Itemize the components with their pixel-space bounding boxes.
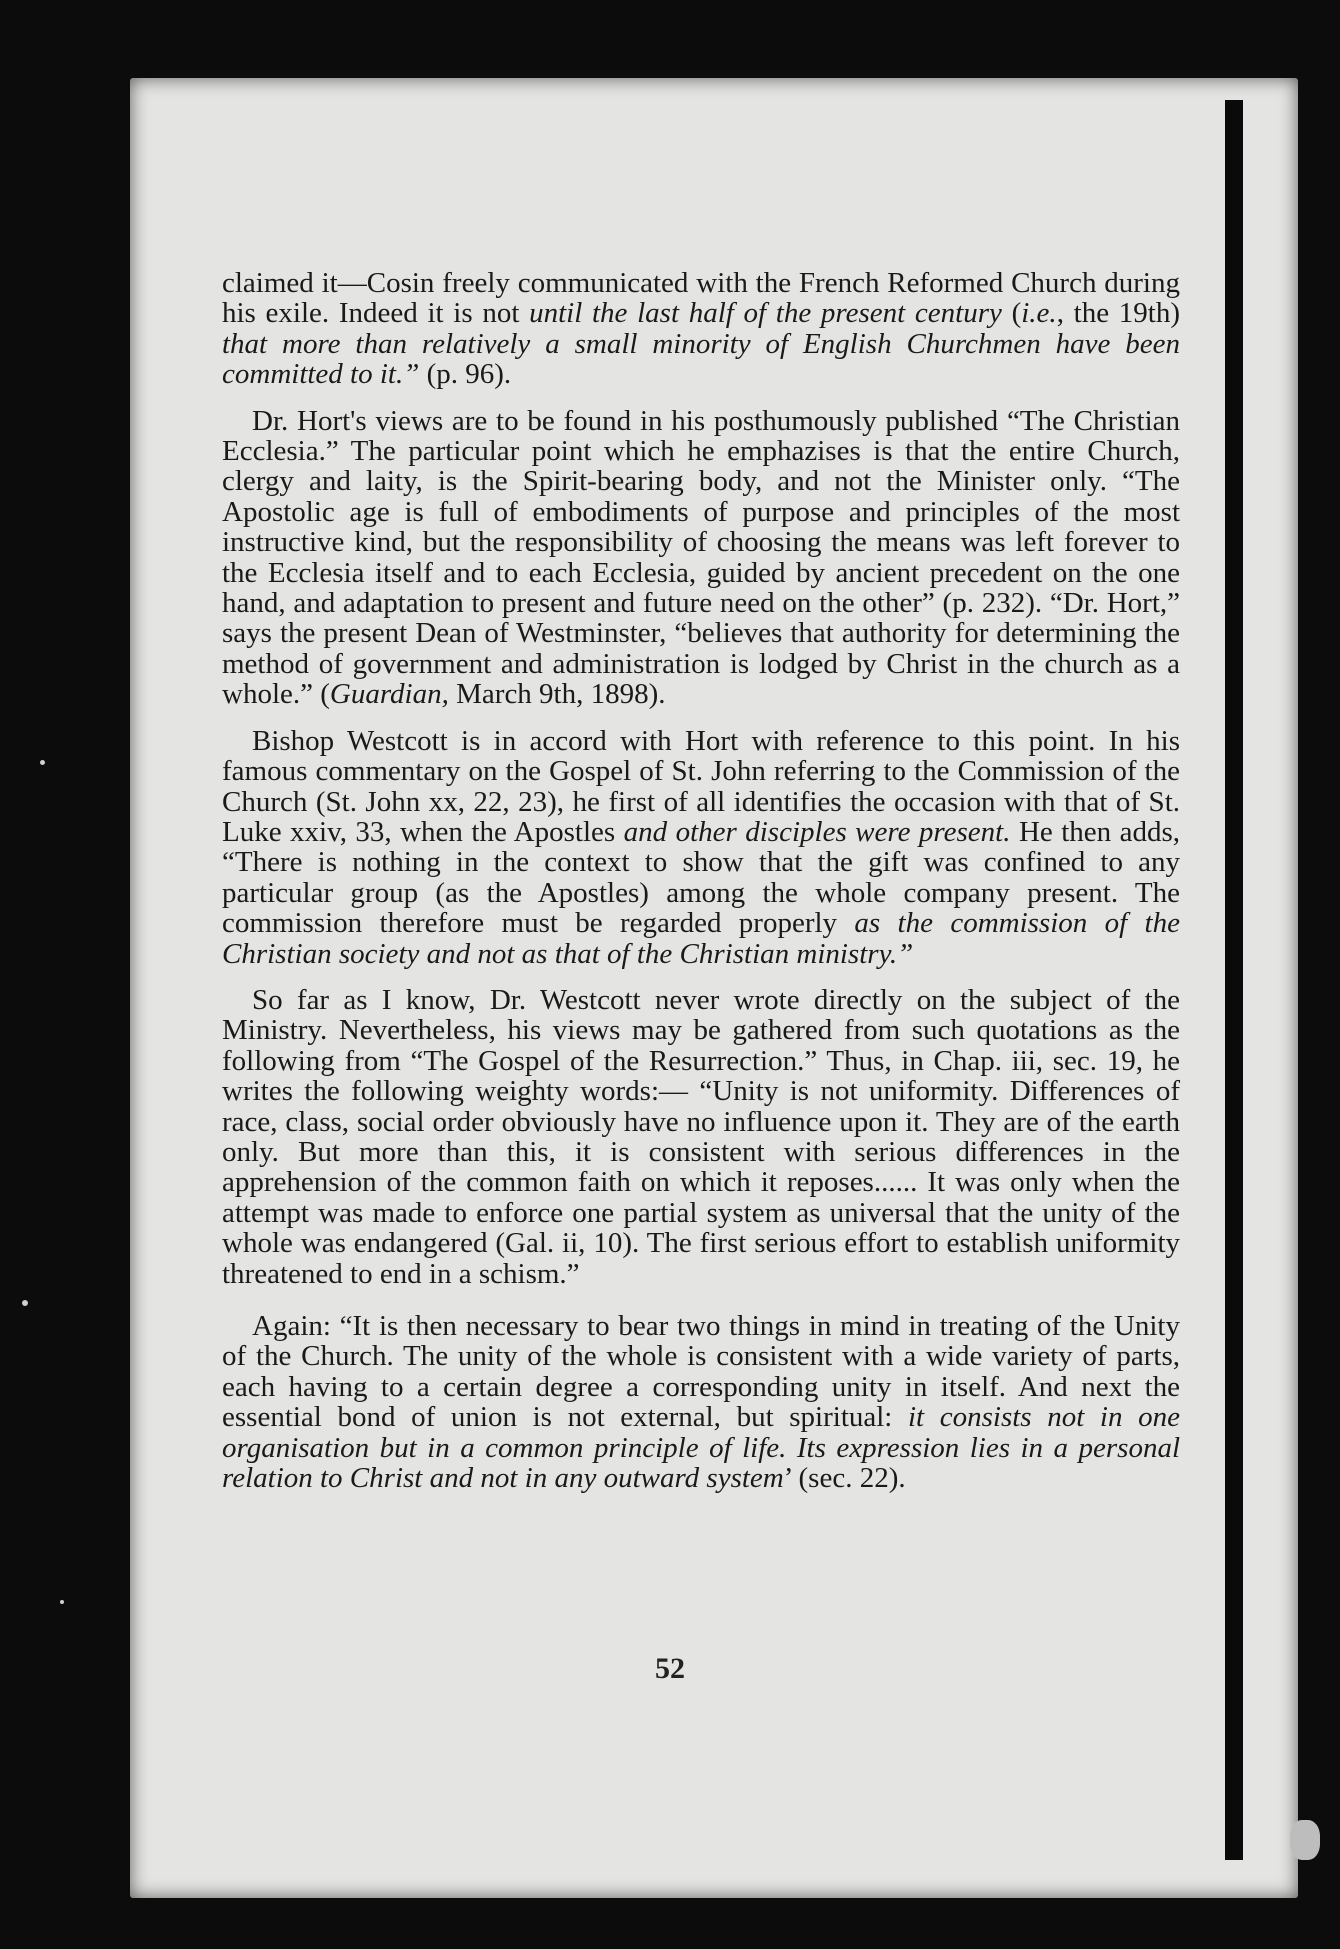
page-number: 52: [655, 1652, 685, 1685]
text-run: He then adds, “There is nothing in the context to show that the gift was confined to any particular group (as the Apostles) among the whole company present. The commission therefore must be regarded properly: [222, 815, 1180, 940]
italic-run: that more than relatively a small minority of English Churchmen have been committed to it.”: [222, 327, 1180, 391]
dust-speck: [40, 760, 45, 765]
text-run: (: [1001, 297, 1022, 330]
italic-run: it consists not in one organisation but in a common principle of life. Its expression lies in a personal relation to Christ and not in any outward system: [222, 1401, 1180, 1495]
body-text: [222, 268, 1180, 1493]
text-run: Dr. Hort's views are to be found in his posthumously published “The Christian Ecclesia.” The particular point which he emphazises is that the entire Church, clergy and laity, is the Spirit-bearing body, and not the Minister only. “The Apostolic age is full of embodiments of purpose and principles of the most instructive kind, but the responsibility of choosing the means was left forever to the Ecclesia itself and to each Ecclesia, guided by ancient precedent on the one hand, and adaptation to present and future need on the other” (p. 232). “Dr. Hort,” says the present Dean of Westminster, “believes that authority for determining the method of government and administration is lodged by Christ in the church as a whole.” (: [222, 404, 1180, 711]
italic-run: i.e.: [1021, 297, 1057, 330]
text-run: ’ (sec. 22).: [783, 1462, 906, 1495]
text-run: , the 19th): [1056, 297, 1180, 330]
dust-speck: [22, 1300, 28, 1306]
text-run: Bishop Westcott is in accord with Hort with reference to this point. In his famous commentary on the Gospel of St. John referring to the Commission of the Church (St. John xx, 22, 23), he first of all identifies the occasion with that of St. Luke xxiv, 33, when the Apostles: [222, 724, 1180, 848]
dust-speck: [60, 1600, 64, 1604]
text-run: claimed it—Cosin freely communicated with the French Reformed Church during his exile. Indeed it is not: [222, 267, 1180, 330]
paragraph: [222, 985, 1180, 1289]
italic-run: as the commission of the Christian society and not as that of the Christian ministry.”: [222, 907, 1180, 970]
text-run: Again: “It is then necessary to bear two things in mind in treating of the Unity of the Church. The unity of the whole is consistent with a wide variety of parts, each having to a certain degree a corresponding unity in itself. And next the essential bond of union is not external, but spiritual:: [222, 1310, 1180, 1434]
paragraph: [222, 1311, 1180, 1493]
paragraph: [222, 726, 1180, 969]
paragraph: [222, 406, 1180, 710]
facing-page-edge: [1225, 100, 1243, 1860]
italic-run: Guardian,: [329, 678, 449, 711]
dust-speck: [1290, 1820, 1320, 1860]
text-run: So far as I know, Dr. Westcott never wrote directly on the subject of the Ministry. Nevertheless, his views may be gathered from such quotations as the following from “The Gospel of the Resurrection.” Thus, in Chap. iii, sec. 19, he writes the following weighty words:— “Unity is not uniformity. Differences of race, class, social order obviously have no influence upon it. They are of the earth only. But more than this, it is consistent with serious differences in the apprehension of the common faith on which it reposes...... It was only when the attempt was made to enforce one partial system as universal that the unity of the whole was endangered (Gal. ii, 10). The first serious effort to establish uniformity threatened to end in a schism.”: [222, 983, 1180, 1290]
paragraph: [222, 268, 1180, 390]
text-run: March 9th, 1898).: [448, 678, 666, 711]
italic-run: until the last half of the present century: [529, 297, 1002, 330]
text-run: (p. 96).: [419, 358, 512, 391]
italic-run: and other disciples were present.: [623, 815, 1011, 848]
